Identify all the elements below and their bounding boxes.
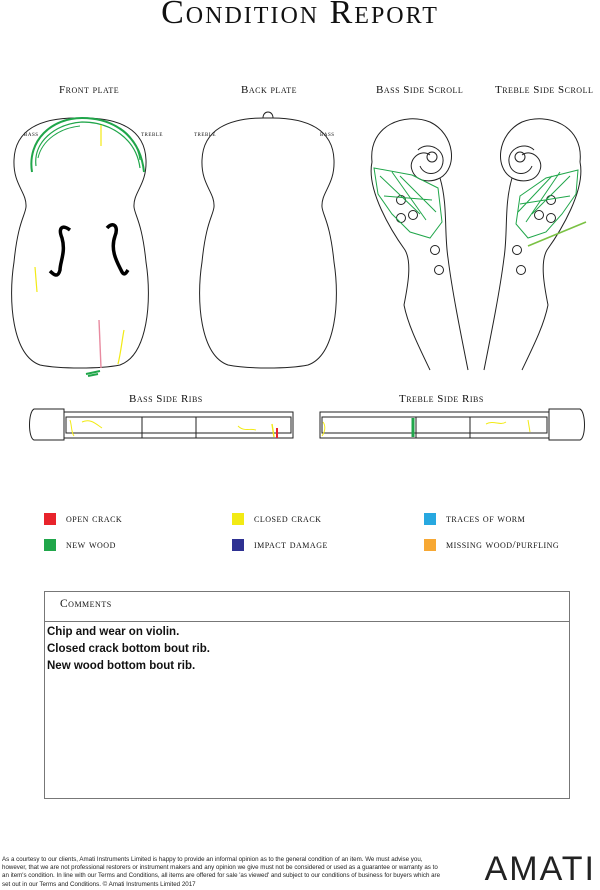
back-bass-label: bass [320, 130, 335, 138]
bass-side-scroll-label: Bass Side Scroll [376, 84, 464, 96]
legend-impact-damage [232, 539, 328, 551]
bass-side-scroll [371, 119, 468, 370]
bass-side-ribs [30, 409, 294, 440]
front-plate-label: Front plate [59, 84, 120, 96]
front-open-crack [99, 320, 101, 368]
comment-line: Chip and wear on violin. [47, 626, 180, 638]
report-title: Condition Report [161, 0, 439, 31]
treble-scroll-new-wood-mark [516, 170, 578, 238]
front-bass-label: bass [24, 130, 39, 138]
disclaimer: As a courtesy to our clients, Amati Instruments Limited is happy to provide an informal opinion as to the general condition of an item. We must advise you, however, that we are not professional restorers or instrument makers and any opinion we give must not be considered or used as a guarantee or warranty as to an item's condition. In line with our Terms and Conditions, all items are offered for sale 'as viewed' and subject to our conditions of business for buyers which are set out in our Terms and Conditions. © Amati Instruments Limited 2017 [2, 856, 441, 888]
back-plate-label: Back plate [241, 84, 297, 96]
front-new-wood-mark [31, 118, 144, 172]
comments-heading: Comments [45, 592, 569, 622]
treble-side-ribs-label: Treble Side Ribs [399, 393, 484, 405]
legend-new-wood [44, 539, 116, 551]
front-closed-crack-2 [35, 267, 37, 292]
comments-box [44, 591, 570, 799]
legend-label: traces of worm [446, 513, 526, 525]
bass-side-ribs-label: Bass Side Ribs [129, 393, 203, 405]
legend-label: open crack [66, 513, 123, 525]
treble-side-scroll-label: Treble Side Scroll [495, 84, 594, 96]
front-closed-crack-3 [118, 330, 124, 364]
treble-side-ribs [320, 409, 585, 440]
legend-traces-of-worm [424, 513, 525, 525]
legend-label: impact damage [254, 539, 328, 551]
open-crack-swatch [44, 513, 56, 525]
new-wood-swatch [44, 539, 56, 551]
legend-closed-crack [232, 513, 321, 525]
legend-label: missing wood/purfling [446, 539, 560, 551]
missing-wood-swatch [424, 539, 436, 551]
legend-label: new wood [66, 539, 116, 551]
closed-crack-swatch [232, 513, 244, 525]
treble-side-scroll [484, 119, 586, 370]
right-f-hole [107, 225, 128, 274]
bass-scroll-new-wood-mark [374, 168, 442, 238]
front-plate [12, 118, 149, 376]
legend-label: closed crack [254, 513, 322, 525]
back-plate [200, 112, 337, 368]
legend-missing-wood-purfling [424, 539, 559, 551]
amati-logo: AMATI [484, 850, 596, 888]
legend-open-crack [44, 513, 122, 525]
front-treble-label: treble [141, 130, 163, 138]
back-treble-label: treble [194, 130, 216, 138]
left-f-hole [50, 227, 70, 275]
impact-damage-swatch [232, 539, 244, 551]
traces-of-worm-swatch [424, 513, 436, 525]
comment-line: Closed crack bottom bout rib. [47, 643, 210, 655]
front-chip-mark [86, 371, 100, 376]
comment-line: New wood bottom bout rib. [47, 660, 196, 672]
